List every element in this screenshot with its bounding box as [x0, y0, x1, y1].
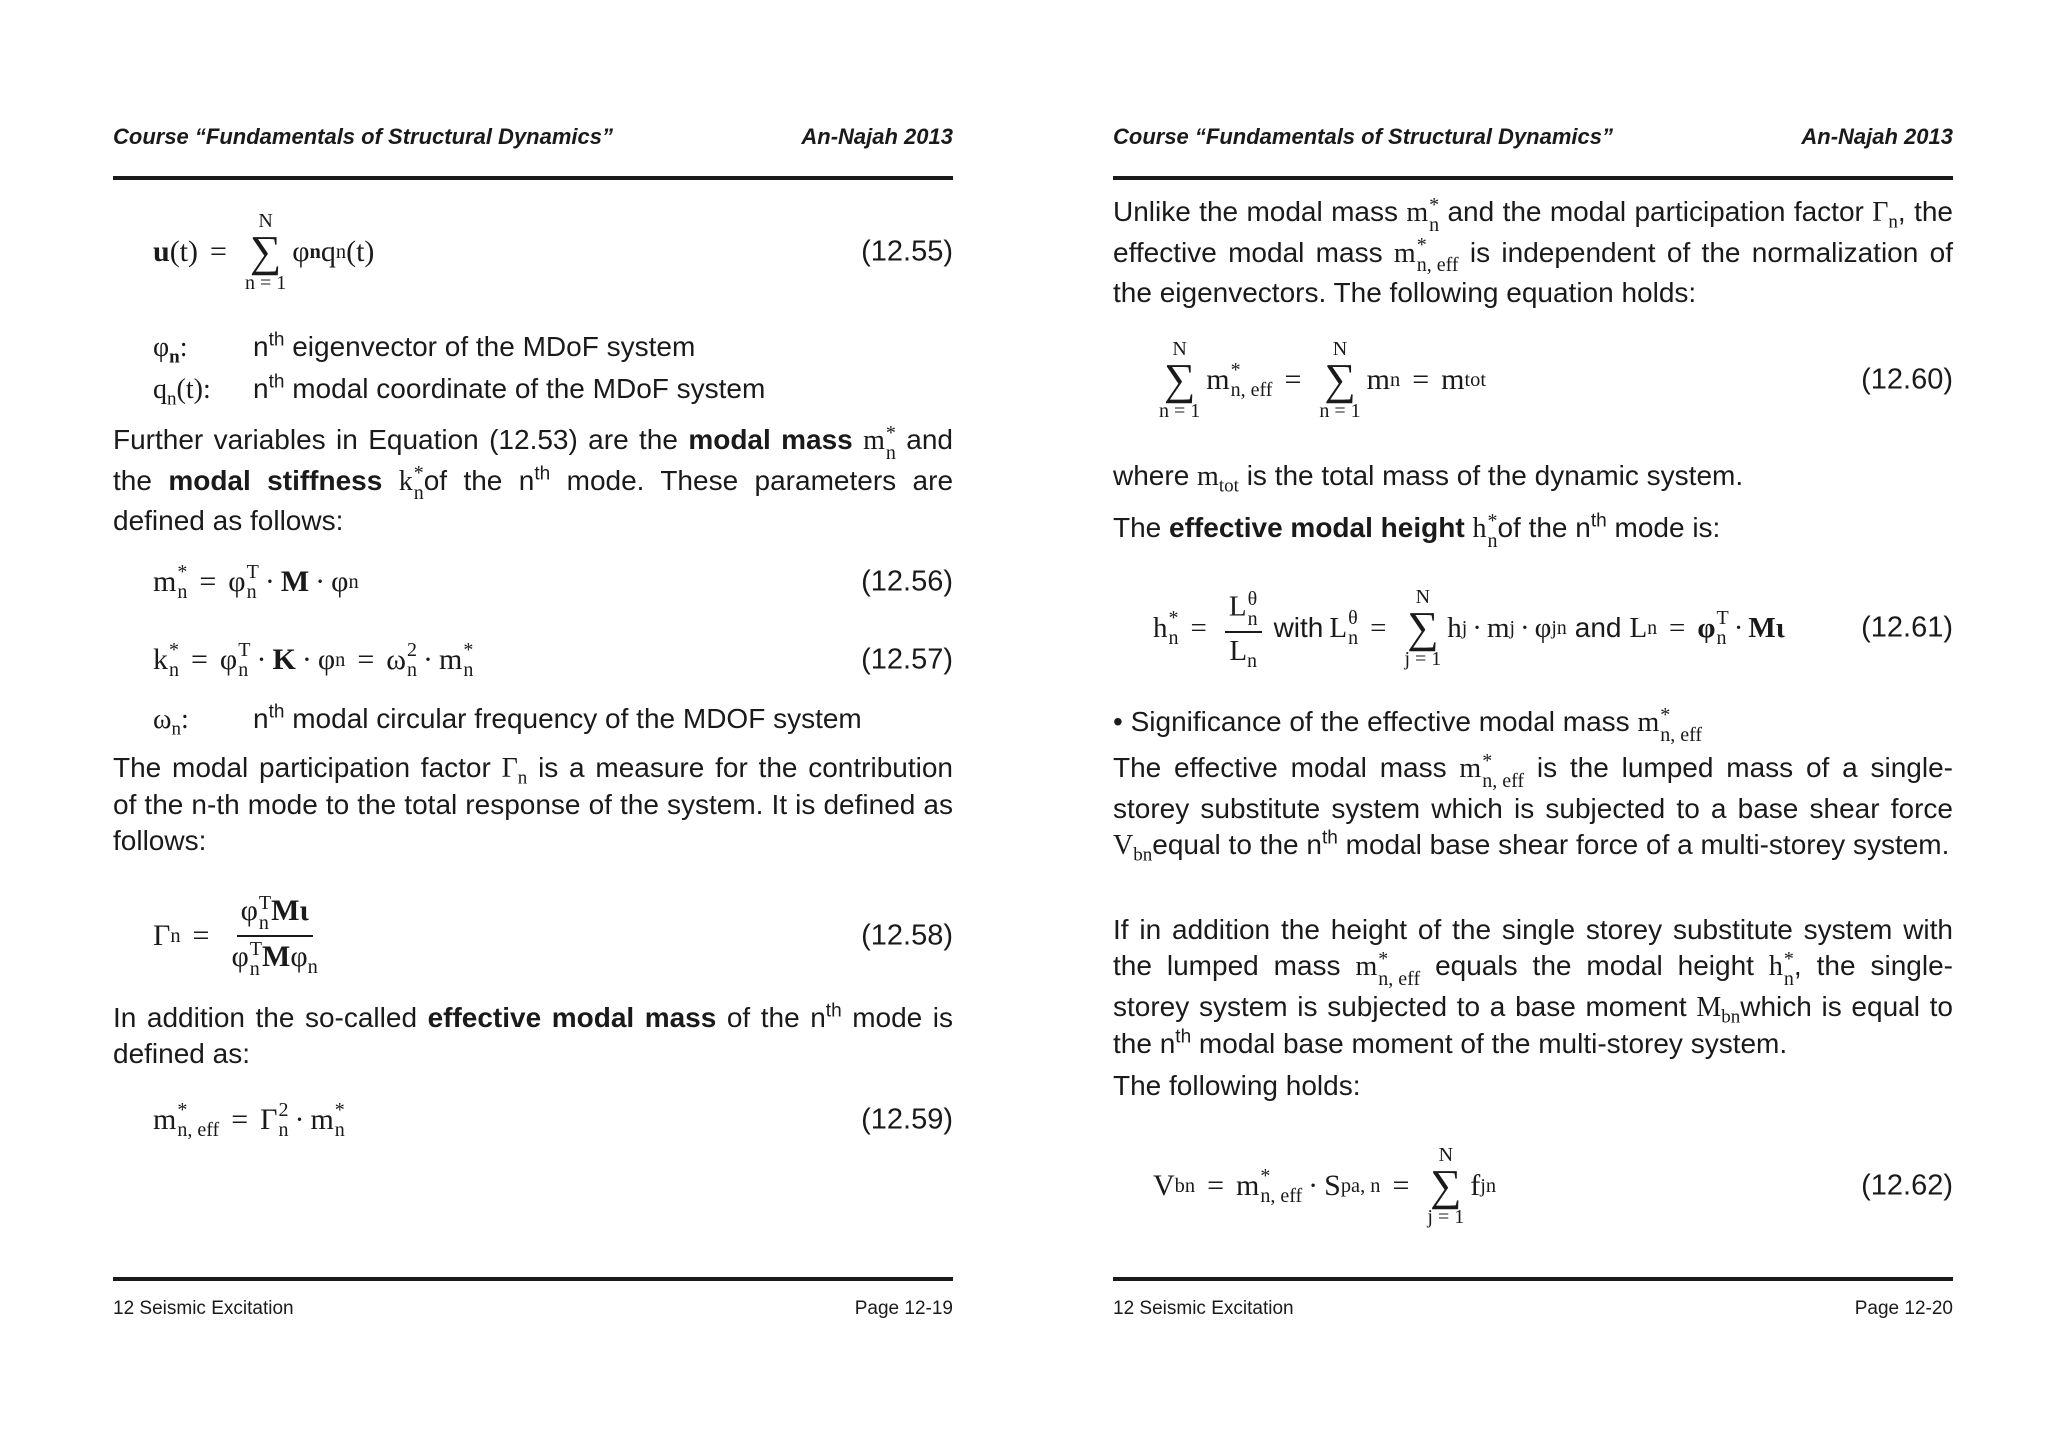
header-rule: [1113, 176, 1953, 180]
chapter-label: 12 Seismic Excitation: [113, 1298, 294, 1319]
page-header: [113, 124, 953, 158]
footer-rule: [113, 1277, 953, 1281]
paragraph-effective-mass: In addition the so-called effective modal mass of the $n^{th}$ mode is defined as:: [113, 1000, 954, 1069]
equation-number: (12.57): [861, 643, 953, 676]
paragraph-modal-height: The effective modal height h * n of the $n^{th}$ mode is:: [1113, 509, 1721, 552]
equation-12-55: u (t) = N ∑ n = 1 φ n q n (t) (12.55): [153, 210, 953, 294]
equation-number: (12.61): [1861, 611, 1953, 644]
paragraph-normalization: Unlike the modal mass m * n and the modal participation factor $\Gamma_n$, the effective modal mass m * n, eff is independent of the normalization of the eigenvectors. The following equation holds:: [1113, 193, 1954, 309]
left-page: [113, 0, 953, 1448]
variable-omega-definition: $\omega_n$: $n^{th}$ modal circular frequency of the MDOF system: [153, 701, 862, 740]
bullet-significance: • Significance of the effective modal mass m * n, eff: [1113, 703, 1703, 746]
paragraph-participation-factor: The modal participation factor $\Gamma_n$ is a measure for the contribution of the n-th mode to the total response of the system. It is defined as follows:: [113, 752, 953, 856]
page-number: Page 12-20: [1854, 1298, 1953, 1319]
institution: An-Najah 2013: [1801, 124, 1953, 149]
equation-12-57: k * n = φ T n · K · φ n = ω 2 n · m * n (12.57): [153, 639, 953, 681]
right-page: [1113, 0, 1953, 1448]
course-title: Course “Fundamentals of Structural Dynamics”: [113, 124, 613, 149]
variable-q-definition: $q_n(t)$: $n^{th}$ modal coordinate of the MDoF system: [153, 371, 766, 410]
footer-rule: [1113, 1277, 1953, 1281]
equation-12-61: h * n = L θ n $L_n$ with L θ n = N ∑ j = 1 h j · m j · φ jn and L n = φ T n · Mι (12.61): [1153, 586, 1953, 672]
equation-number: (12.55): [861, 235, 953, 268]
equation-12-59: m * n, eff = Γ 2 n · m * n (12.59): [153, 1099, 953, 1141]
institution: An-Najah 2013: [801, 124, 953, 149]
variable-phi-definition: $\varphi_n$: $n^{th}$ eigenvector of the MDoF system: [153, 329, 696, 368]
paragraph-following-holds: The following holds:: [1113, 1070, 1361, 1101]
equation-number: (12.58): [861, 919, 953, 952]
equation-number: (12.60): [1861, 363, 1953, 396]
equation-number: (12.56): [861, 565, 953, 598]
equation-12-60: N ∑ n = 1 m * n, eff = N ∑ n = 1 m n = m tot (12.60): [1159, 338, 1953, 422]
page-number: Page 12-19: [854, 1298, 953, 1319]
equation-number: (12.62): [1861, 1169, 1953, 1202]
paragraph-total-mass: where $m_{tot}$ is the total mass of the dynamic system.: [1113, 460, 1744, 497]
paragraph-base-moment: If in addition the height of the single storey substitute system with the lumped mass m * n, eff equals the modal height h * n , the single-storey system is subjected to a base moment $M_{bn}which$ is equal to the $n^{th}$ modal base moment of the multi-storey system.: [1113, 914, 1953, 1059]
equation-12-58: Γ n = φ T n Mι φ T n $M\varphi_n$ (12.58): [153, 892, 953, 980]
course-title: Course “Fundamentals of Structural Dynamics”: [1113, 124, 1613, 149]
page-header: [1113, 124, 1953, 158]
equation-12-62: V bn = m * n, eff · S pa, n = N ∑ j = 1 f jn (12.62): [1153, 1144, 1953, 1228]
chapter-label: 12 Seismic Excitation: [1113, 1298, 1294, 1319]
paragraph-base-shear: The effective modal mass m * n, eff is the lumped mass of a single-storey substitute system which is subjected to a base shear force $V_{bn}equal$ to the $n^{th}$ modal base shear force of a multi-storey system.: [1113, 749, 1953, 866]
equation-number: (12.59): [861, 1103, 953, 1136]
paragraph-modal-mass: Further variables in Equation (12.53) are the modal mass m * n and the modal stiffness k * n of the $n^{th}$ mode. These parameters are defined as follows:: [113, 421, 954, 537]
header-rule: [113, 176, 953, 180]
equation-12-56: m * n = φ T n · M · φ n (12.56): [153, 561, 953, 603]
